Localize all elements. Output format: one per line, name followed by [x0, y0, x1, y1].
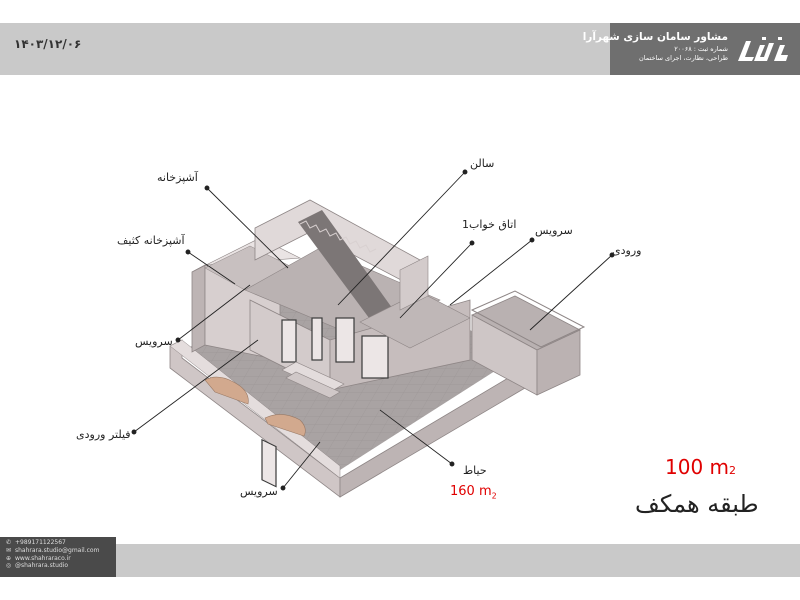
label-entry-filter: فیلتر ورودی — [76, 428, 131, 441]
contact-web: ⊕ www.shahraraco.ir — [5, 554, 71, 562]
floor-area: 100 m2 — [665, 455, 737, 479]
label-wc-top: سرویس — [535, 224, 573, 237]
date-label: ۱۴۰۳/۱۲/۰۶ — [14, 37, 82, 51]
registration-number: شماره ثبت : ۲۰۰۶۸ — [674, 45, 728, 53]
label-entrance: ورودی — [612, 244, 642, 257]
label-dirty-kitchen: آشپزخانه کثیف — [117, 234, 185, 247]
web-icon: ⊕ — [5, 554, 12, 562]
left-block-side — [192, 265, 205, 352]
services-tagline: طراحی، نظارت، اجرای ساختمان — [639, 54, 728, 62]
contact-instagram: ◎ @shahrara.studio — [5, 562, 69, 570]
label-bedroom1: اتاق خواب1 — [462, 218, 517, 231]
floor-title: طبقه همکف — [635, 490, 759, 518]
contact-email: ✉ shahrara.studio@gmail.com — [5, 546, 100, 554]
phone-icon: ✆ — [5, 539, 12, 546]
label-yard: حیاط — [463, 464, 487, 477]
yard-area: 160 $m_2$ — [450, 484, 497, 501]
company-name: مشاور سامان سازی شهرآرا — [582, 31, 728, 43]
label-wc-left: سرویس — [135, 335, 173, 348]
email-icon: ✉ — [5, 546, 12, 554]
contact-phone: ✆ +989171122567 — [5, 539, 66, 546]
label-kitchen: آشپزخانه — [157, 171, 198, 184]
instagram-icon: ◎ — [5, 562, 12, 570]
label-wc-bottom: سرویس — [240, 485, 278, 498]
label-living: سالن — [470, 157, 495, 170]
